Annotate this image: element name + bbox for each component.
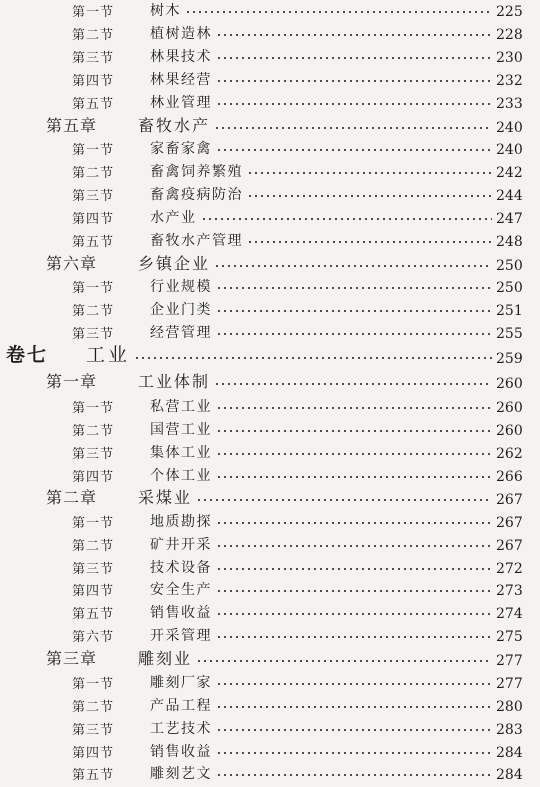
toc-entry-number: 第五节 [72, 768, 115, 783]
toc-entry-page: 242 [496, 165, 523, 181]
toc-entry-number: 第四节 [72, 746, 115, 761]
toc-entry-title: 畜牧水产管理 [150, 233, 243, 249]
toc-entry-title: 经营管理 [150, 325, 212, 341]
dot-leader [216, 567, 492, 571]
toc-entry-page: 240 [496, 120, 523, 136]
toc-entry-title: 乡镇企业 [138, 254, 211, 273]
toc-entry-section [0, 90, 540, 112]
toc-entry-title: 个体工业 [150, 468, 212, 484]
toc-entry-section [0, 159, 540, 181]
dot-leader [216, 56, 492, 60]
toc-entry-title: 企业门类 [150, 302, 212, 318]
toc-entry-title: 畜禽饲养繁殖 [150, 164, 243, 180]
dot-leader [216, 79, 492, 83]
toc-entry-page: 255 [496, 326, 523, 342]
dot-leader [216, 682, 492, 686]
toc-entry-title: 林果技术 [150, 49, 212, 65]
toc-entry-chapter [0, 114, 540, 136]
toc-entry-title: 树木 [150, 3, 181, 19]
toc-entry-chapter [0, 252, 540, 274]
toc-entry-section [0, 440, 540, 462]
toc-entry-page: 260 [496, 376, 523, 392]
toc-entry-number: 第三章 [46, 649, 98, 668]
toc-entry-page: 274 [496, 606, 523, 622]
toc-entry-section [0, 44, 540, 66]
toc-entry-page: 267 [496, 538, 523, 554]
toc-entry-title: 畜牧水产 [138, 116, 211, 135]
dot-leader [216, 429, 492, 433]
toc-entry-title: 植树造林 [150, 26, 212, 42]
toc-entry-number: 第四节 [72, 74, 115, 89]
toc-entry-page: 233 [496, 96, 523, 112]
toc-entry-section [0, 297, 540, 319]
toc-entry-number: 第四节 [72, 584, 115, 599]
toc-entry-page: 280 [496, 699, 523, 715]
toc-entry-page: 244 [496, 188, 523, 204]
dot-leader [216, 521, 492, 525]
toc-entry-title: 国营工业 [150, 422, 212, 438]
toc-entry-page: 275 [496, 629, 523, 645]
toc-entry-section [0, 182, 540, 204]
toc-entry-section [0, 716, 540, 738]
dot-leader [134, 356, 492, 360]
dot-leader [214, 126, 492, 130]
toc-entry-number: 第五节 [72, 97, 115, 112]
toc-entry-title: 行业规模 [150, 279, 212, 295]
toc-entry-number: 第一章 [46, 372, 98, 391]
toc-entry-page: 240 [496, 142, 523, 158]
toc-entry-section [0, 670, 540, 692]
toc-entry-page: 232 [496, 73, 523, 89]
dot-leader [185, 10, 492, 14]
dot-leader [216, 33, 492, 37]
toc-entry-volume [0, 345, 540, 367]
toc-entry-section [0, 0, 540, 20]
toc-entry-title: 雕刻艺文 [150, 766, 212, 782]
toc-entry-page: 259 [496, 351, 523, 367]
toc-entry-title: 雕刻厂家 [150, 675, 212, 691]
toc-entry-title: 开采管理 [150, 628, 212, 644]
toc-entry-section [0, 320, 540, 342]
toc-entry-number: 第三节 [72, 51, 115, 66]
toc-entry-section [0, 577, 540, 599]
toc-entry-section [0, 693, 540, 715]
toc-entry-title: 家畜家禽 [150, 141, 212, 157]
toc-entry-page: 267 [496, 492, 523, 508]
dot-leader [201, 217, 493, 221]
dot-leader [216, 705, 492, 709]
dot-leader [196, 498, 492, 502]
dot-leader [216, 452, 492, 456]
dot-leader [216, 589, 492, 593]
toc-entry-page: 267 [496, 515, 523, 531]
toc-entry-page: 262 [496, 446, 523, 462]
toc-entry-title: 工业体制 [138, 372, 211, 391]
toc-entry-number: 第三节 [72, 447, 115, 462]
toc-entry-number: 第二节 [72, 304, 115, 319]
toc-entry-chapter [0, 647, 540, 669]
toc-entry-chapter [0, 486, 540, 508]
toc-entry-page: 247 [496, 211, 523, 227]
dot-leader [216, 773, 492, 777]
dot-leader [216, 728, 492, 732]
toc-entry-number: 第一节 [72, 143, 115, 158]
toc-entry-number: 第二节 [72, 424, 115, 439]
toc-entry-section [0, 509, 540, 531]
dot-leader [247, 240, 492, 244]
toc-entry-page: 248 [496, 234, 523, 250]
toc-entry-page: 283 [496, 722, 523, 738]
toc-entry-section [0, 600, 540, 622]
toc-entry-number: 第三节 [72, 562, 115, 577]
toc-entry-title: 畜禽疫病防治 [150, 187, 243, 203]
toc-entry-section [0, 555, 540, 577]
toc-entry-page: 230 [496, 50, 523, 66]
dot-leader [216, 332, 492, 336]
toc-entry-page: 251 [496, 303, 523, 319]
toc-entry-page: 277 [496, 653, 523, 669]
toc-entry-section [0, 417, 540, 439]
toc-entry-page: 250 [496, 258, 523, 274]
toc-entry-number: 第五节 [72, 607, 115, 622]
toc-entry-title: 工艺技术 [150, 721, 212, 737]
toc-entry-page: 266 [496, 469, 523, 485]
toc-entry-title: 矿井开采 [150, 537, 212, 553]
toc-entry-title: 采煤业 [138, 488, 193, 507]
toc-entry-number: 第一节 [72, 516, 115, 531]
dot-leader [214, 382, 492, 386]
dot-leader [216, 635, 492, 639]
toc-entry-number: 第五章 [46, 116, 98, 135]
dot-leader [216, 102, 492, 106]
toc-entry-page: 260 [496, 423, 523, 439]
toc-entry-section [0, 532, 540, 554]
toc-entry-title: 地质勘探 [150, 514, 212, 530]
toc-entry-title: 集体工业 [150, 445, 212, 461]
dot-leader [216, 286, 492, 290]
toc-entry-number: 第三节 [72, 327, 115, 342]
toc-entry-number: 第四节 [72, 470, 115, 485]
toc-entry-page: 284 [496, 745, 523, 761]
toc-entry-title: 工业 [86, 344, 131, 366]
dot-leader [216, 148, 492, 152]
dot-leader [216, 309, 492, 313]
toc-entry-number: 第一节 [72, 281, 115, 296]
toc-entry-section [0, 739, 540, 761]
dot-leader [216, 475, 492, 479]
dot-leader [216, 406, 492, 410]
toc-entry-number: 第六章 [46, 254, 98, 273]
toc-entry-page: 272 [496, 561, 523, 577]
toc-entry-title: 林业管理 [150, 95, 212, 111]
toc-entry-section [0, 623, 540, 645]
dot-leader [247, 194, 492, 198]
toc-entry-title: 林果经营 [150, 72, 212, 88]
toc-entry-title: 销售收益 [150, 605, 212, 621]
toc-entry-section [0, 761, 540, 783]
toc-entry-number: 第三节 [72, 723, 115, 738]
toc-entry-section [0, 463, 540, 485]
toc-entry-page: 228 [496, 27, 523, 43]
toc-entry-number: 第四节 [72, 212, 115, 227]
toc-entry-page: 250 [496, 280, 523, 296]
toc-entry-title: 技术设备 [150, 560, 212, 576]
toc-entry-number: 第三节 [72, 189, 115, 204]
dot-leader [196, 659, 492, 663]
toc-entry-section [0, 228, 540, 250]
toc-entry-number: 第二节 [72, 166, 115, 181]
dot-leader [216, 612, 492, 616]
toc-entry-number: 第一节 [72, 5, 115, 20]
toc-entry-number: 第一节 [72, 677, 115, 692]
toc-entry-page: 225 [496, 4, 523, 20]
toc-entry-number: 第二节 [72, 539, 115, 554]
toc-entry-page: 260 [496, 400, 523, 416]
toc-entry-title: 私营工业 [150, 399, 212, 415]
toc-entry-title: 雕刻业 [138, 649, 193, 668]
toc-entry-page: 277 [496, 676, 523, 692]
toc-entry-title: 水产业 [150, 210, 197, 226]
toc-entry-number: 第五节 [72, 235, 115, 250]
toc-entry-chapter [0, 370, 540, 392]
toc-entry-number: 第六节 [72, 630, 115, 645]
toc-entry-section [0, 21, 540, 43]
dot-leader [216, 544, 492, 548]
toc-entry-number: 第二节 [72, 700, 115, 715]
toc-entry-title: 产品工程 [150, 698, 212, 714]
toc-entry-section [0, 205, 540, 227]
dot-leader [247, 171, 492, 175]
toc-entry-section [0, 394, 540, 416]
toc-entry-number: 第一节 [72, 401, 115, 416]
dot-leader [216, 751, 492, 755]
toc-entry-section [0, 274, 540, 296]
toc-entry-section [0, 136, 540, 158]
toc-entry-page: 284 [496, 767, 523, 783]
dot-leader [214, 264, 492, 268]
toc-entry-page: 273 [496, 583, 523, 599]
toc-entry-title: 销售收益 [150, 744, 212, 760]
toc-entry-title: 安全生产 [150, 582, 212, 598]
toc-entry-number: 第二章 [46, 488, 98, 507]
toc-entry-number: 卷七 [6, 344, 49, 366]
toc-entry-section [0, 67, 540, 89]
toc-entry-number: 第二节 [72, 28, 115, 43]
